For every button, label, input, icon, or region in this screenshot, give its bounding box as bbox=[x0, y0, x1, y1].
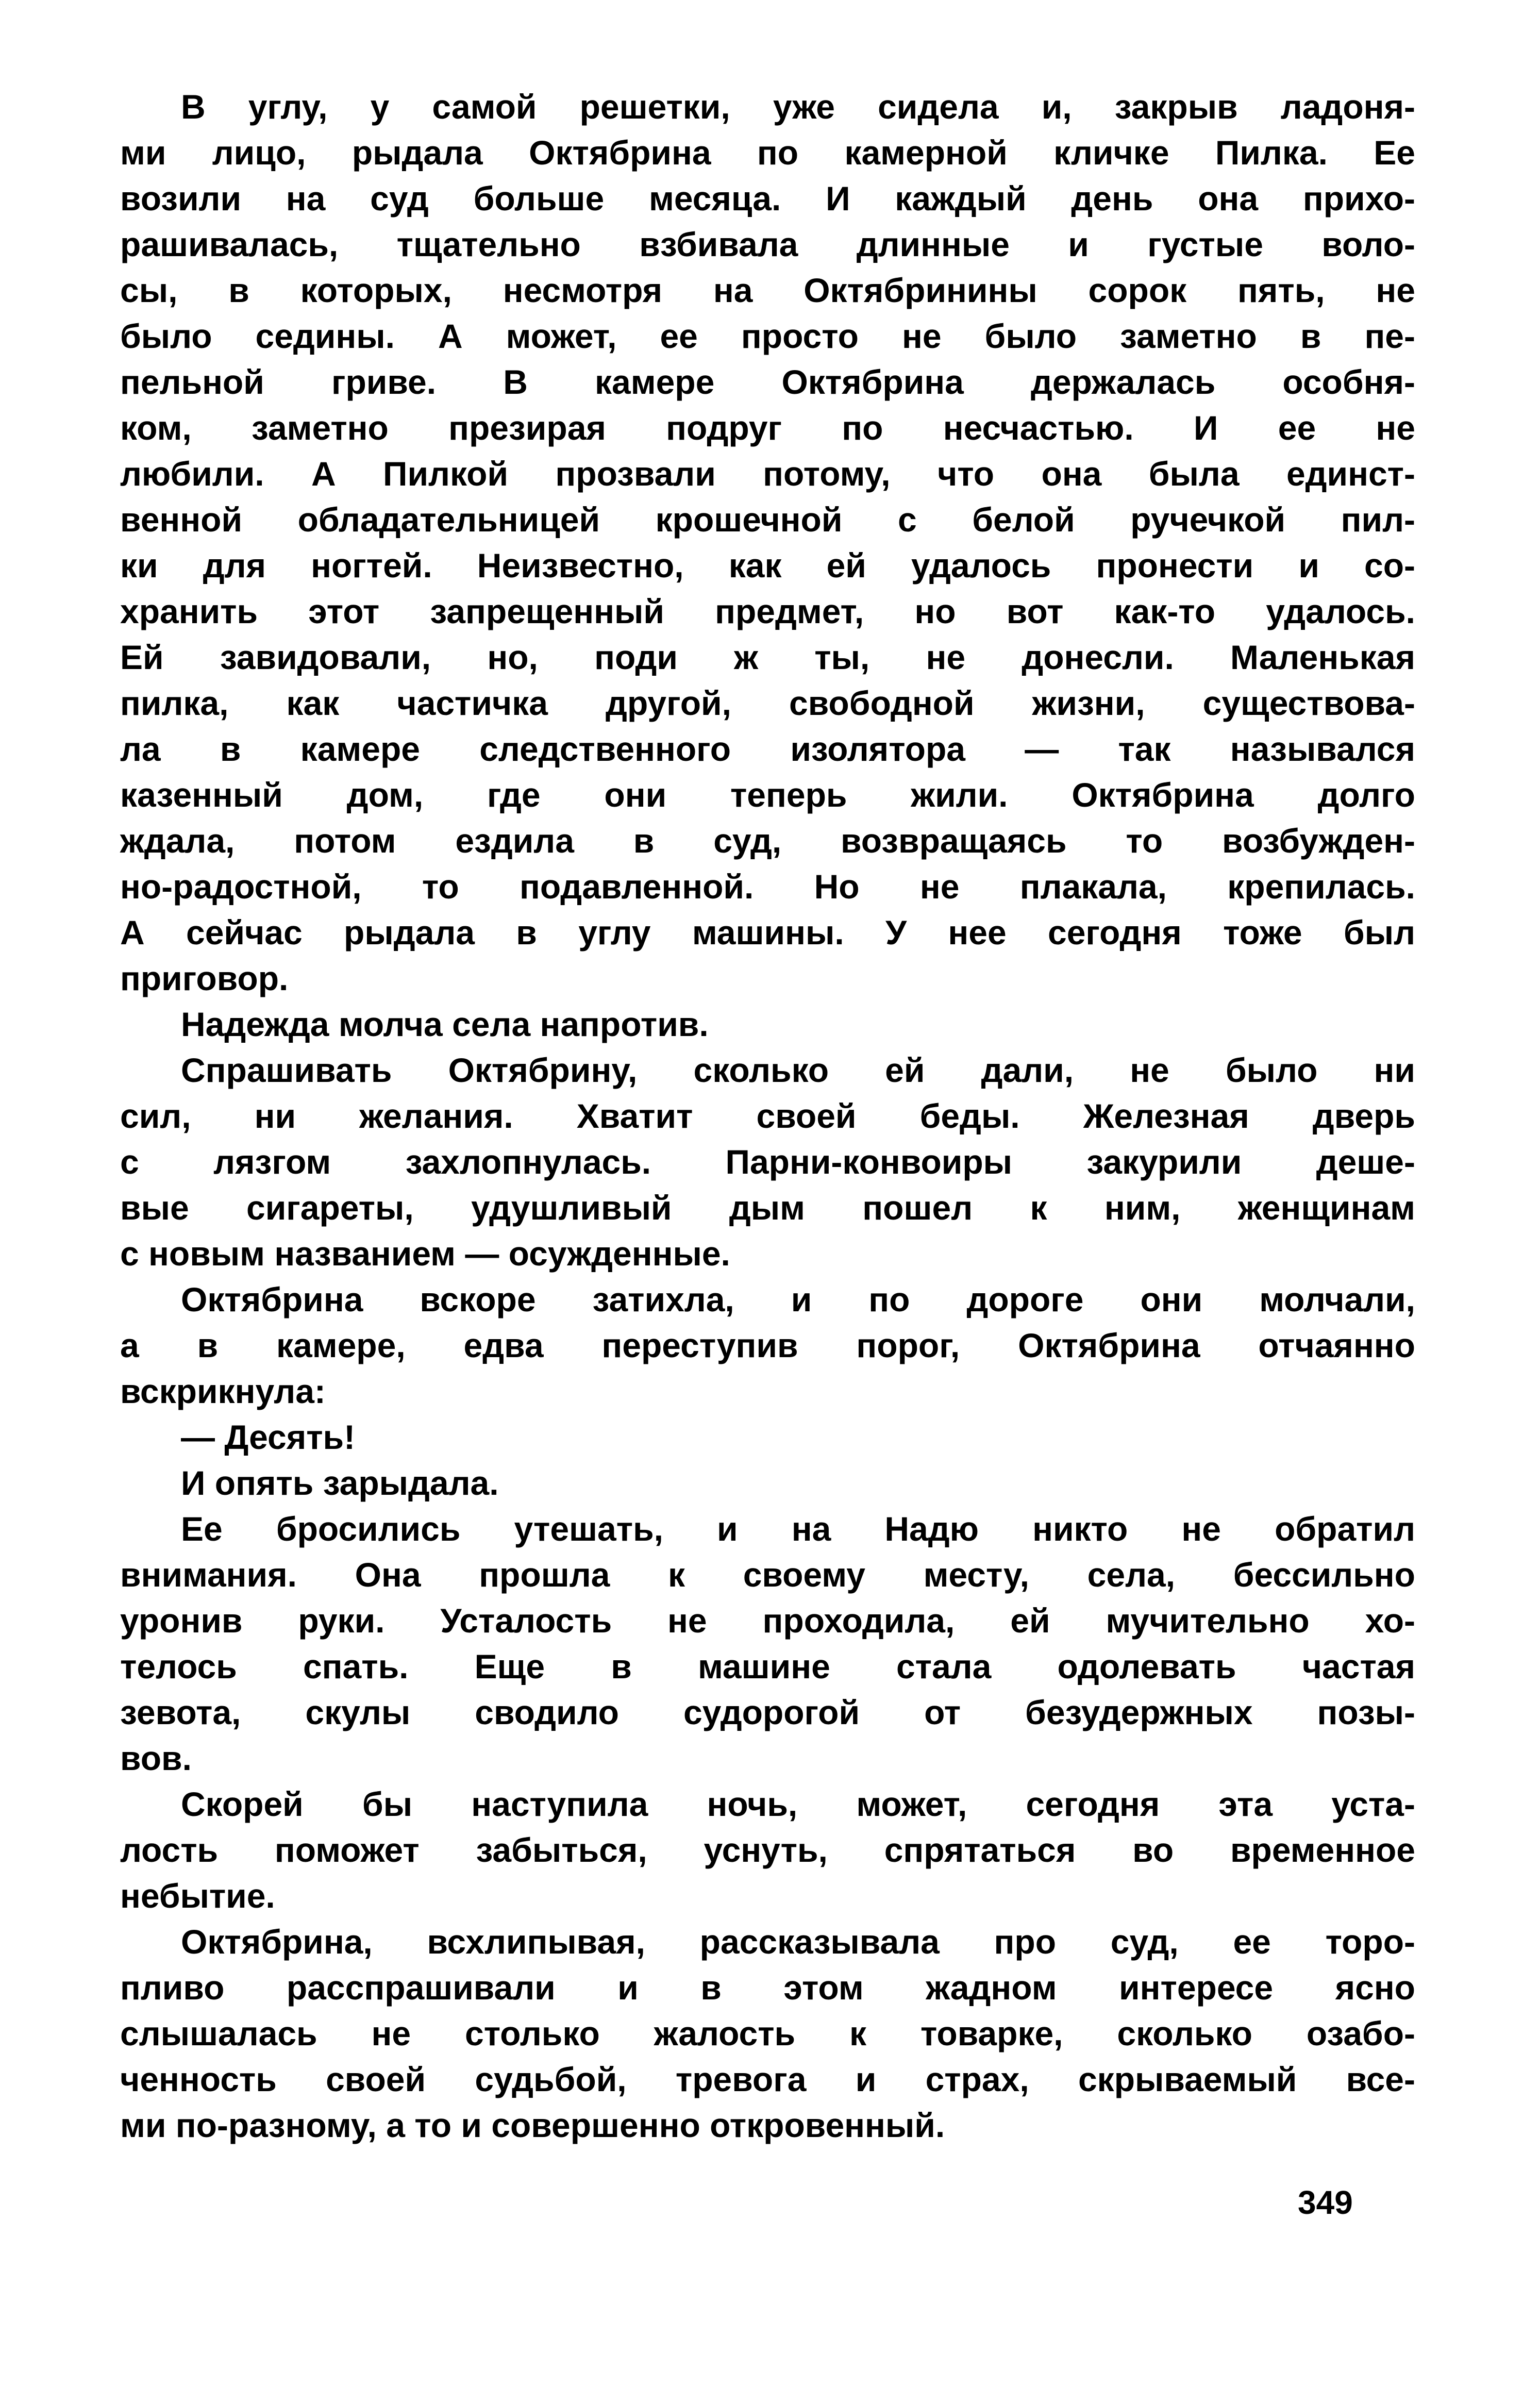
text-line: возили на суд больше месяца. И каждый день она прихо- bbox=[120, 179, 1415, 218]
text-line: но-радостной, то подавленной. Но не плакала, крепилась. bbox=[120, 867, 1415, 906]
text-line: а в камере, едва переступив порог, Октябрина отчаянно bbox=[120, 1326, 1415, 1364]
paragraph bbox=[120, 1781, 1415, 1919]
text-line: рашивалась, тщательно взбивала длинные и густые воло- bbox=[120, 225, 1415, 263]
text-line: Ее бросились утешать, и на Надю никто не обратил bbox=[181, 1510, 1415, 1548]
text-line: ки для ногтей. Неизвестно, как ей удалось пронести и со- bbox=[120, 546, 1415, 585]
text-line: телось спать. Еще в машине стала одолевать частая bbox=[120, 1647, 1415, 1686]
text-line: — Десять! bbox=[181, 1418, 356, 1456]
text-line: Ей завидовали, но, поди ж ты, не донесли. Маленькая bbox=[120, 638, 1415, 676]
page-number: 349 bbox=[1298, 2184, 1353, 2221]
text-line: вые сигареты, удушливый дым пошел к ним, женщинам bbox=[120, 1189, 1415, 1227]
text-line: Октябрина, всхлипывая, рассказывала про суд, ее торо- bbox=[181, 1923, 1415, 1961]
text-line: пливо расспрашивали и в этом жадном интересе ясно bbox=[120, 1968, 1415, 2007]
text-line: хранить этот запрещенный предмет, но вот как-то удалось. bbox=[120, 592, 1415, 630]
text-line: лость поможет забыться, уснуть, спрятаться во временное bbox=[120, 1831, 1415, 1869]
text-line: А сейчас рыдала в углу машины. У нее сегодня тоже был bbox=[120, 913, 1415, 952]
text-line: с лязгом захлопнулась. Парни-конвоиры закурили деше- bbox=[120, 1143, 1415, 1181]
text-line: внимания. Она прошла к своему месту, села, бессильно bbox=[120, 1556, 1415, 1594]
text-line: сы, в которых, несмотря на Октябринины сорок пять, не bbox=[120, 271, 1415, 309]
paragraph bbox=[120, 1414, 1415, 1460]
paragraph bbox=[120, 1919, 1415, 2148]
paragraph bbox=[120, 1460, 1415, 1506]
text-line: пилка, как частичка другой, свободной жизни, существова- bbox=[120, 684, 1415, 722]
body-text bbox=[120, 84, 1415, 2148]
text-line: ла в камере следственного изолятора — так назывался bbox=[120, 730, 1415, 768]
text-line: ком, заметно презирая подруг по несчастью. И ее не bbox=[120, 409, 1415, 447]
paragraph bbox=[120, 84, 1415, 1002]
text-line: венной обладательницей крошечной с белой ручечкой пил- bbox=[120, 500, 1415, 539]
text-line: с новым названием — осужденные. bbox=[120, 1234, 730, 1273]
text-line: Скорей бы наступила ночь, может, сегодня эта уста- bbox=[181, 1785, 1415, 1823]
text-line: зевота, скулы сводило судорогой от безудержных позы- bbox=[120, 1693, 1415, 1731]
text-line: ми по-разному, а то и совершенно откровенный. bbox=[120, 2106, 945, 2144]
text-line: И опять зарыдала. bbox=[181, 1464, 499, 1502]
text-line: ми лицо, рыдала Октябрина по камерной кличке Пилка. Ее bbox=[120, 134, 1415, 172]
text-line: уронив руки. Усталость не проходила, ей мучительно хо- bbox=[120, 1601, 1415, 1640]
text-line: слышалась не столько жалость к товарке, сколько озабо- bbox=[120, 2014, 1415, 2052]
paragraph bbox=[120, 1002, 1415, 1047]
text-line: небытие. bbox=[120, 1877, 275, 1915]
text-line: казенный дом, где они теперь жили. Октябрина долго bbox=[120, 776, 1415, 814]
text-line: ждала, потом ездила в суд, возвращаясь то возбужден- bbox=[120, 822, 1415, 860]
text-line: ченность своей судьбой, тревога и страх, скрываемый все- bbox=[120, 2060, 1415, 2098]
text-line: Надежда молча села напротив. bbox=[181, 1005, 709, 1043]
text-line: В углу, у самой решетки, уже сидела и, закрыв ладоня- bbox=[181, 88, 1415, 126]
text-line: сил, ни желания. Хватит своей беды. Железная дверь bbox=[120, 1097, 1415, 1135]
text-line: Спрашивать Октябрину, сколько ей дали, не было ни bbox=[181, 1051, 1415, 1089]
text-line: вов. bbox=[120, 1739, 192, 1777]
text-line: приговор. bbox=[120, 959, 289, 997]
text-line: пельной гриве. В камере Октябрина держалась особня- bbox=[120, 363, 1415, 401]
text-line: было седины. А может, ее просто не было заметно в пе- bbox=[120, 317, 1415, 355]
text-line: любили. А Пилкой прозвали потому, что она была единст- bbox=[120, 455, 1415, 493]
paragraph bbox=[120, 1277, 1415, 1414]
paragraph bbox=[120, 1506, 1415, 1781]
text-line: Октябрина вскоре затихла, и по дороге они молчали, bbox=[181, 1280, 1415, 1319]
paragraph bbox=[120, 1047, 1415, 1277]
text-line: вскрикнула: bbox=[120, 1372, 326, 1410]
